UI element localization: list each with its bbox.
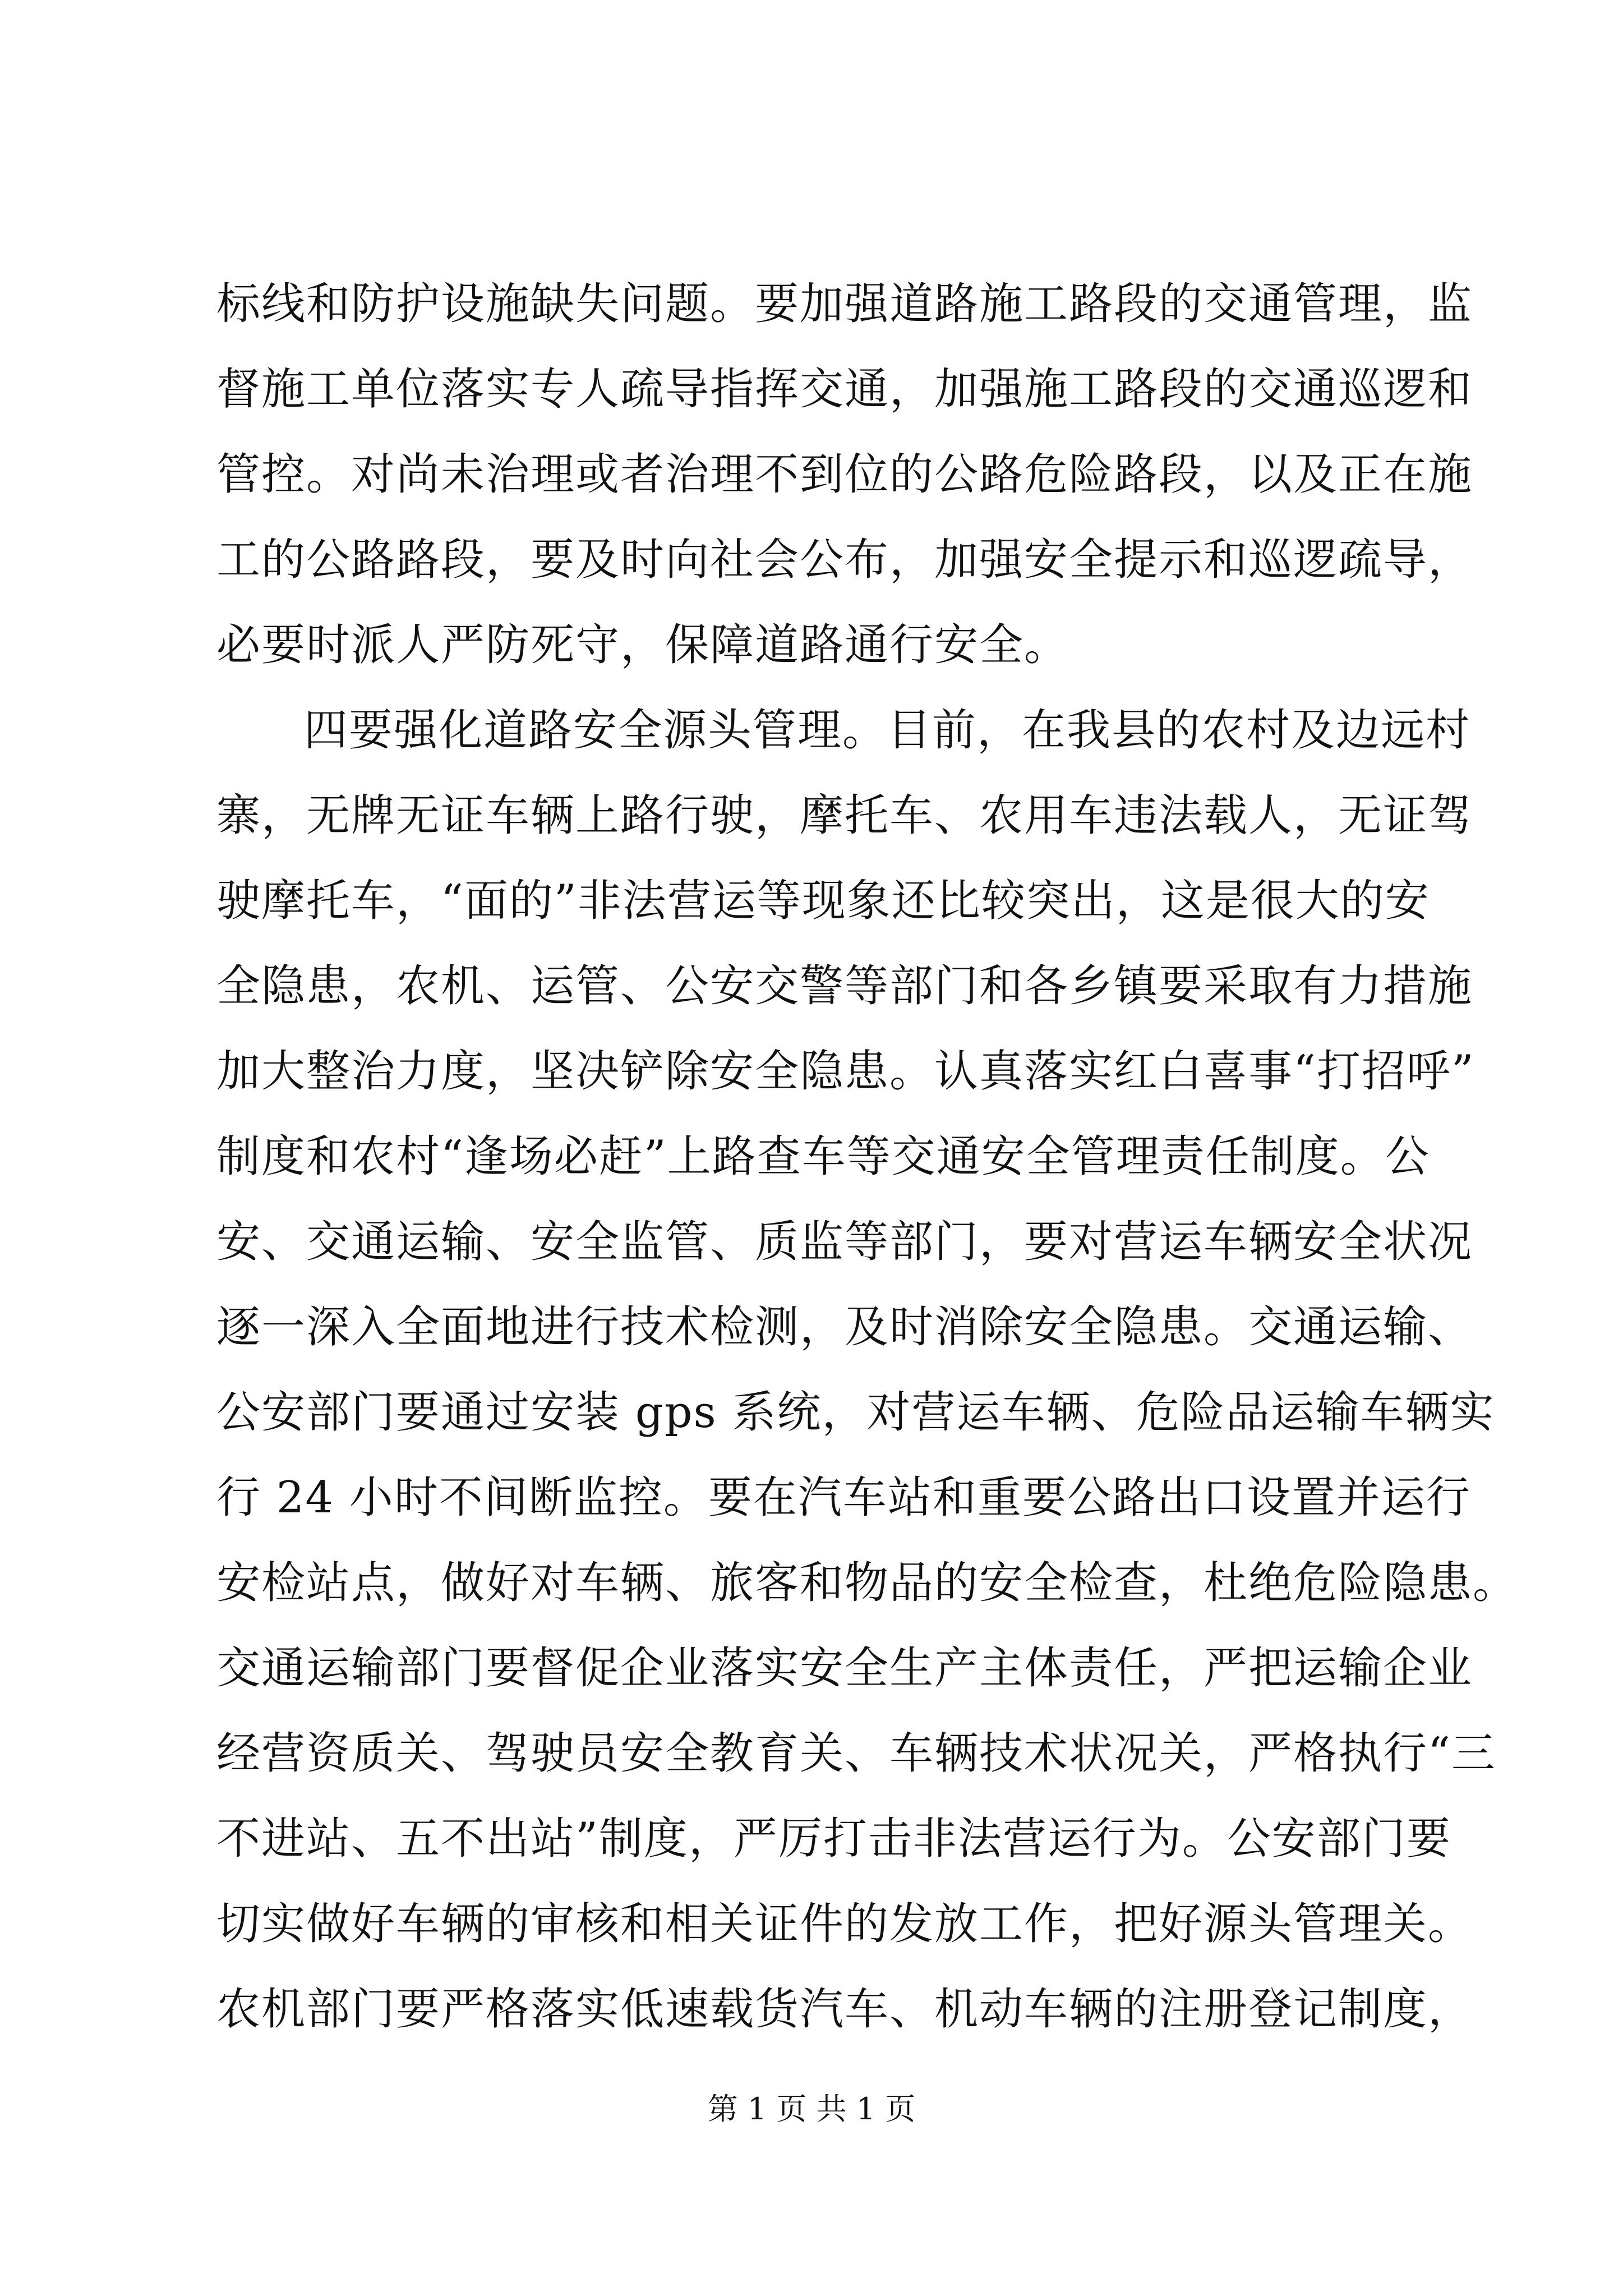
text-line: 制度和农村“逢场必赶”上路查车等交通安全管理责任制度。公 [216, 1131, 1430, 1182]
text-line: 工的公路路段，要及时向社会公布，加强安全提示和巡逻疏导， [216, 535, 1473, 585]
text-line: 全隐患，农机、运管、公安交警等部门和各乡镇要采取有力措施 [216, 961, 1473, 1011]
text-line: 加大整治力度，坚决铲除安全隐患。认真落实红白喜事“打招呼” [216, 1046, 1475, 1097]
text-line: 切实做好车辆的审核和相关证件的发放工作，把好源头管理关。 [216, 1899, 1473, 1949]
text-line: 必要时派人严防死守，保障道路通行安全。 [216, 620, 1069, 670]
text-line: 安、交通运输、安全监管、质监等部门，要对营运车辆安全状况 [216, 1217, 1473, 1267]
text-line: 经营资质关、驾驶员安全教育关、车辆技术状况关，严格执行“三 [216, 1728, 1496, 1779]
text-line: 公安部门要通过安装 gps 系统，对营运车辆、危险品运输车辆实 [216, 1387, 1495, 1438]
page-footer [0, 2087, 1623, 2132]
text-line: 交通运输部门要督促企业落实安全生产主体责任，严把运输企业 [216, 1643, 1473, 1694]
text-line: 标线和防护设施缺失问题。要加强道路施工路段的交通管理，监 [216, 279, 1473, 329]
text-line: 安检站点，做好对车辆、旅客和物品的安全检查，杜绝危险隐患。 [216, 1558, 1518, 1608]
text-line: 行 24 小时不间断监控。要在汽车站和重要公路出口设置并运行 [216, 1473, 1471, 1523]
text-line: 寨，无牌无证车辆上路行驶，摩托车、农用车违法载人，无证驾 [216, 790, 1473, 841]
text-line: 管控。对尚未治理或者治理不到位的公路危险路段，以及正在施 [216, 449, 1473, 500]
text-line: 农机部门要严格落实低速载货汽车、机动车辆的注册登记制度， [216, 1984, 1473, 2035]
text-line: 督施工单位落实专人疏导指挥交通，加强施工路段的交通巡逻和 [216, 364, 1473, 415]
text-line: 逐一深入全面地进行技术检测，及时消除安全隐患。交通运输、 [216, 1302, 1473, 1352]
page-number-label: 第 1 页 共 1 页 [707, 2091, 916, 2127]
text-line: 驶摩托车，“面的”非法营运等现象还比较突出，这是很大的安 [216, 876, 1430, 926]
body-text [216, 261, 1518, 2052]
text-line: 不进站、五不出站”制度，严厉打击非法营运行为。公安部门要 [216, 1814, 1451, 1864]
paragraph-first-line: 四要强化道路安全源头管理。目前，在我县的农村及边远村 [304, 705, 1471, 756]
